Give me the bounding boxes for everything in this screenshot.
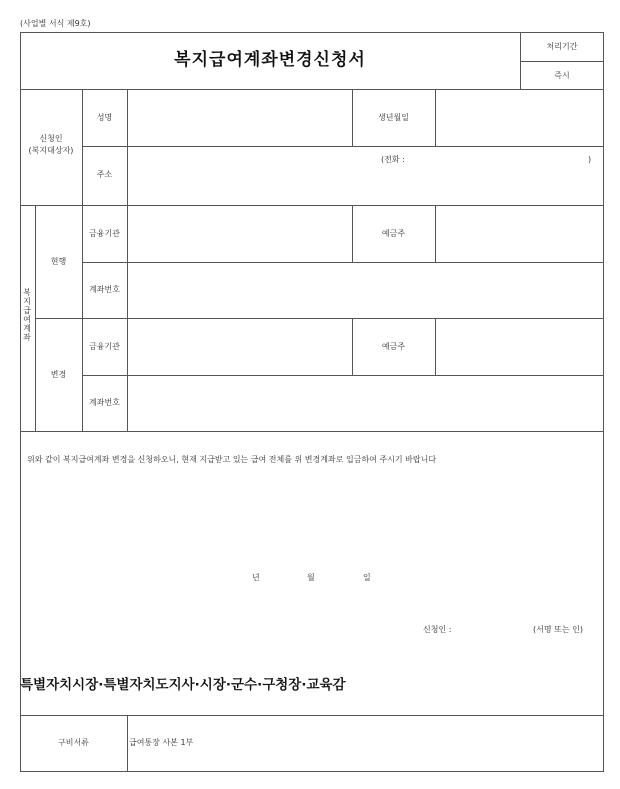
border-bottom [20,771,604,772]
applicant-sublabel: (복지대상자) [28,146,74,155]
divider-label-col [127,89,128,431]
applicant-label: 신청인 [39,134,63,143]
changed-holder-label: 예금주 [381,342,406,351]
phone-close: ) [588,155,592,164]
divider-statement [20,715,604,716]
signature-label: 신청인 : [423,625,452,634]
border-left [20,32,21,772]
date-day-label: 일 [363,573,371,582]
address-label: 주소 [96,170,113,179]
border-right [603,32,604,772]
changed-bank-field[interactable] [129,320,350,373]
birthdate-label: 생년월일 [378,113,409,122]
processing-period-label: 처리기간 [546,42,578,51]
statement-text: 위와 같이 복지급여계좌 변경을 신청하오니, 현재 지급받고 있는 급여 전체를 위 변경계좌로 입금하여 주시기 바랍니다 [27,455,437,464]
changed-label: 변경 [50,370,67,379]
divider-current-right [435,205,436,262]
divider-current [35,318,604,319]
divider-applicant [20,205,604,206]
processing-period-value: 즉시 [554,71,570,80]
name-field[interactable] [129,91,350,144]
changed-number-label: 계좌번호 [89,398,120,407]
date-year-label: 년 [252,573,260,582]
signature-hint: (서명 또는 인) [533,625,583,634]
divider-processing-col [520,32,521,89]
border-top [20,32,604,33]
divider-header [20,89,604,90]
authority-title: 특별자치시장·특별자치도지사·시장·군수·구청장·교육감 [20,677,346,693]
date-month-label: 월 [307,573,315,582]
attachments-label: 구비서류 [58,738,89,747]
name-label: 성명 [96,113,113,122]
current-holder-field[interactable] [437,207,601,260]
divider-current-bank [82,262,604,263]
attachments-value: 급여통장 사본 1부 [129,738,194,747]
current-bank-label: 금융기관 [89,229,120,238]
phone-label: (전화 : [381,155,405,164]
divider-group-col [82,89,83,431]
divider-account [20,431,604,432]
divider-name-right [435,89,436,146]
current-number-label: 계좌번호 [89,285,120,294]
current-number-field[interactable] [129,264,601,316]
address-field[interactable] [129,148,601,203]
divider-name [82,146,604,147]
birthdate-field[interactable] [437,91,601,144]
changed-bank-label: 금융기관 [89,342,120,351]
signature-field[interactable] [462,620,528,638]
form-number: (사업별 서식 제9호) [20,19,91,28]
divider-processing [520,61,604,62]
divider-changed-right [435,318,436,375]
current-label: 현행 [50,257,67,266]
account-group-label: 복지급여계좌 [23,288,31,342]
current-holder-label: 예금주 [381,229,406,238]
divider-account-group-col [35,205,36,431]
divider-changed-bank [82,375,604,376]
current-bank-field[interactable] [129,207,350,260]
changed-number-field[interactable] [129,377,601,429]
divider-attachments-col [127,715,128,771]
form-title: 복지급여계좌변경신청서 [174,50,366,70]
changed-holder-field[interactable] [437,320,601,373]
